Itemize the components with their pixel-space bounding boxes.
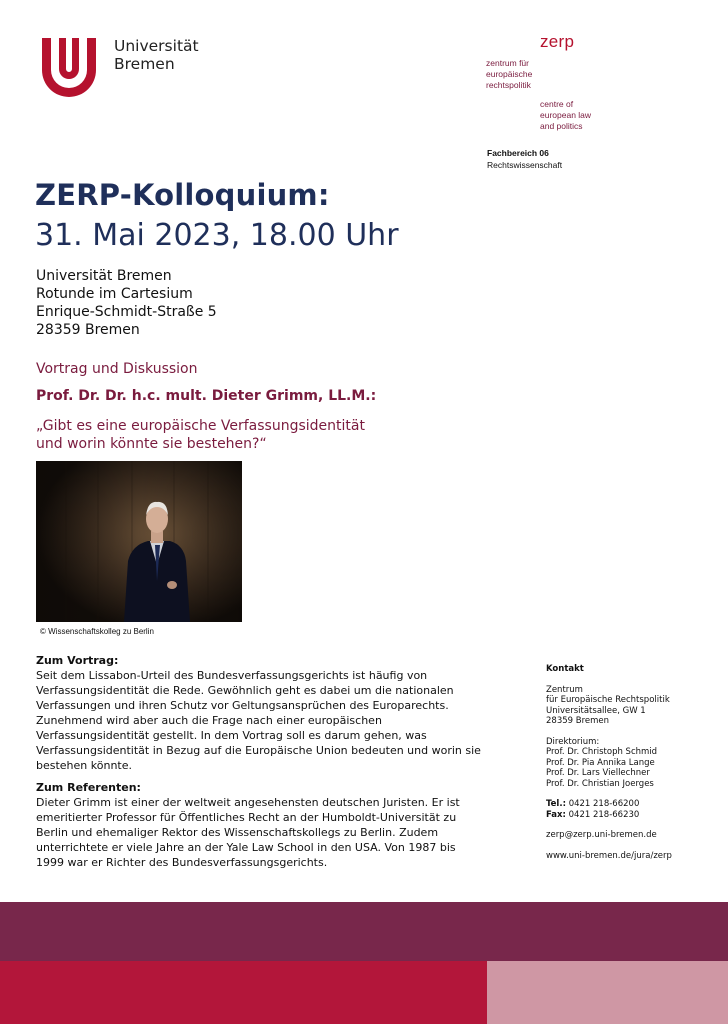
photo-credit: © Wissenschaftskolleg zu Berlin [40,627,154,636]
contact-fax: Fax: 0421 218-66230 [546,809,640,820]
contact-block: Kontakt Zentrum für Europäische Rechtspolitik Universitätsallee, GW 1 28359 Bremen Direktorium: Prof. Dr. Christoph Schmid Prof. Dr. Pia Annika Lange Prof. Dr. Lars Viellechner Prof. Dr. Christian Joerges Tel.: 0421 218-66200 Fax: 0421 218-66230 zerp@zerp.uni-bremen.de www.uni-bremen.de/jura/zerp [546,664,721,861]
footer-bar-right [487,961,728,1024]
university-name: Universität Bremen [114,37,199,73]
speaker-name: Prof. Dr. Dr. h.c. mult. Dieter Grimm, LL.M.: [36,388,377,404]
page-title: ZERP-Kolloquium: [35,178,330,212]
contact-phone: Tel.: 0421 218-66200 [546,799,640,809]
section-heading-vortrag: Zum Vortrag: [36,654,119,667]
talk-title: „Gibt es eine europäische Verfassungsidentität und worin könnte sie bestehen?“ [36,418,365,452]
speaker-photo [36,461,242,622]
contact-website-link[interactable]: www.uni-bremen.de/jura/zerp [546,850,672,861]
footer-bar-left [0,961,487,1024]
event-format: Vortrag und Diskussion [36,361,198,377]
faculty-label: Fachbereich 06 Rechtswissenschaft [487,148,563,170]
section-text-referent: Dieter Grimm ist einer der weltweit angesehensten deutschen Juristen. Er ist emeritierter Professor für Öffentliches Recht an der Humboldt-Universität zu Berlin und ehemaliger Rektor des Wissenschaftskollegs zu Berlin. Zudem unterrichtete er viele Jahre an der Yale Law School in den USA. Von 1987 bis 1999 war er Richter des Bundesverfassungsgerichts. [36,796,460,869]
section-text-vortrag: Seit dem Lissabon-Urteil des Bundesverfassungsgerichts ist häufig von Verfassungsidentität die Rede. Gewöhnlich geht es dabei um die nationalen Verfassungen und ihren Schutz vor Geltungsansprüchen des Europarechts. Zunehmend wird aber auch die Frage nach einer europäischen Verfassungsidentität gestellt. In dem Vortrag soll es darum gehen, was Verfassungsidentität in Bezug auf die Europäische Union bedeuten und worin sie bestehen könnte. [36,669,481,772]
venue-address: Universität Bremen Rotunde im Cartesium Enrique-Schmidt-Straße 5 28359 Bremen [36,268,217,338]
zerp-german-name: zentrum für europäische rechtspolitik [486,58,533,90]
board-label: Direktorium: [546,736,600,747]
section-heading-referent: Zum Referenten: [36,781,141,794]
event-date: 31. Mai 2023, 18.00 Uhr [35,218,399,253]
contact-email-link[interactable]: zerp@zerp.uni-bremen.de [546,830,657,840]
zerp-english-name: centre of european law and politics [540,99,592,131]
zerp-logo: zerp [540,32,575,51]
footer-bar-top [0,902,728,961]
university-logo-icon [38,36,100,98]
contact-heading: Kontakt [546,664,584,674]
